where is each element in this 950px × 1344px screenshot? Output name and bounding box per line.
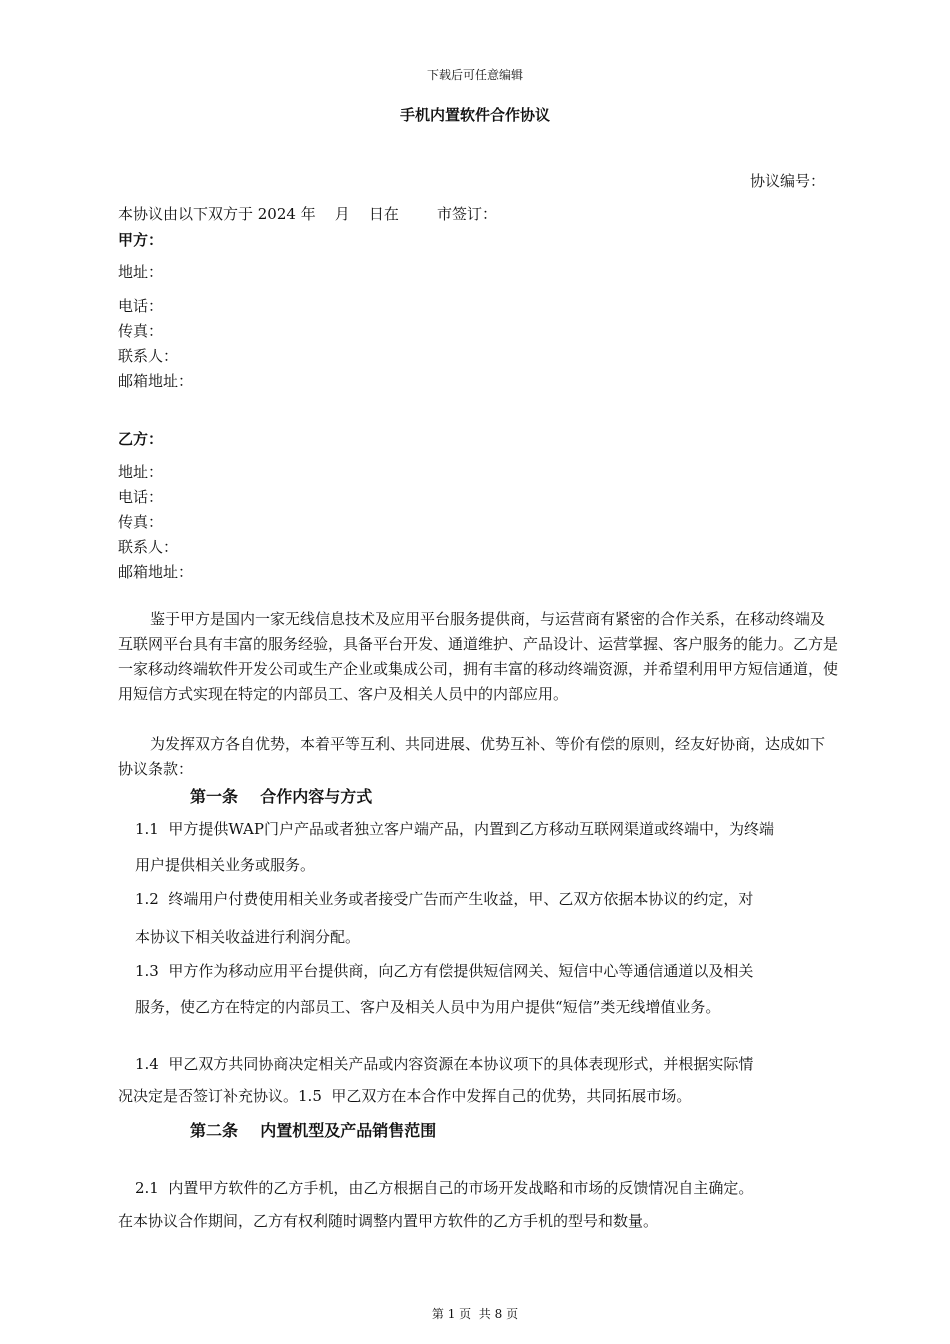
signing-line: 本协议由以下双方于 2024 年 月 日在 市签订： <box>118 205 498 223</box>
document-title: 手机内置软件合作协议 <box>399 106 550 124</box>
party-a-label: 甲方： <box>118 231 164 249</box>
party-b-address: 地址： <box>118 463 164 481</box>
clause-2-1-line-1: 2.1 内置甲方软件的乙方手机，由乙方根据自己的市场开发战略和市场的反馈情况自主确定。 <box>135 1179 754 1197</box>
party-a-contact: 联系人： <box>118 347 179 365</box>
clause-1-3-line-2: 服务，使乙方在特定的内部员工、客户及相关人员中为用户提供“短信”类无线增值业务。 <box>135 998 721 1016</box>
party-b-phone: 电话： <box>118 488 164 506</box>
party-b-contact: 联系人： <box>118 538 179 556</box>
article-1-heading: 第一条 合作内容与方式 <box>190 787 373 806</box>
clause-1-4-line-1: 1.4 甲乙双方共同协商决定相关产品或内容资源在本协议项下的具体表现形式，并根据实际情 <box>135 1055 754 1073</box>
page-footer: 第 1 页 共 8 页 <box>431 1307 519 1321</box>
clause-1-1-line-1: 1.1 甲方提供WAP门户产品或者独立客户端产品，内置到乙方移动互联网渠道或终端中，为终端 <box>135 820 774 838</box>
header-note: 下载后可任意编辑 <box>426 68 523 82</box>
party-b-email: 邮箱地址： <box>118 563 194 581</box>
clause-1-1-line-2: 用户提供相关业务或服务。 <box>135 856 316 874</box>
clause-2-1-line-2: 在本协议合作期间，乙方有权利随时调整内置甲方软件的乙方手机的型号和数量。 <box>118 1212 659 1230</box>
agreement-number-label: 协议编号： <box>750 172 826 190</box>
article-2-heading: 第二条 内置机型及产品销售范围 <box>190 1121 437 1140</box>
party-a-phone: 电话： <box>118 297 164 315</box>
party-a-address: 地址： <box>118 263 164 281</box>
party-a-fax: 传真： <box>118 322 164 340</box>
party-b-fax: 传真： <box>118 513 164 531</box>
party-a-email: 邮箱地址： <box>118 372 194 390</box>
party-b-label: 乙方： <box>118 430 164 448</box>
clause-1-3-line-1: 1.3 甲方作为移动应用平台提供商，向乙方有偿提供短信网关、短信中心等通信通道以及相关 <box>135 962 754 980</box>
clause-1-4-line-2: 况决定是否签订补充协议。1.5 甲乙双方在本合作中发挥自己的优势，共同拓展市场。 <box>118 1087 692 1105</box>
preamble-paragraph-2: 为发挥双方各自优势，本着平等互利、共同进展、优势互补、等价有偿的原则，经友好协商，达成如下协议条款： <box>118 735 826 778</box>
clause-1-2-line-2: 本协议下相关收益进行利润分配。 <box>135 928 361 946</box>
preamble-paragraph-1: 鉴于甲方是国内一家无线信息技术及应用平台服务提供商，与运营商有紧密的合作关系，在移动终端及互联网平台具有丰富的服务经验，具备平台开发、通道维护、产品设计、运营掌握、客户服务的能力。乙方是一家移动终端软件开发公司或生产企业或集成公司，拥有丰富的移动终端资源，并希望利用甲方短信通道，使用短信方式实现在特定的内部员工、客户及相关人员中的内部应用。 <box>118 610 839 703</box>
clause-1-2-line-1: 1.2 终端用户付费使用相关业务或者接受广告而产生收益，甲、乙双方依据本协议的约定，对 <box>135 890 754 908</box>
